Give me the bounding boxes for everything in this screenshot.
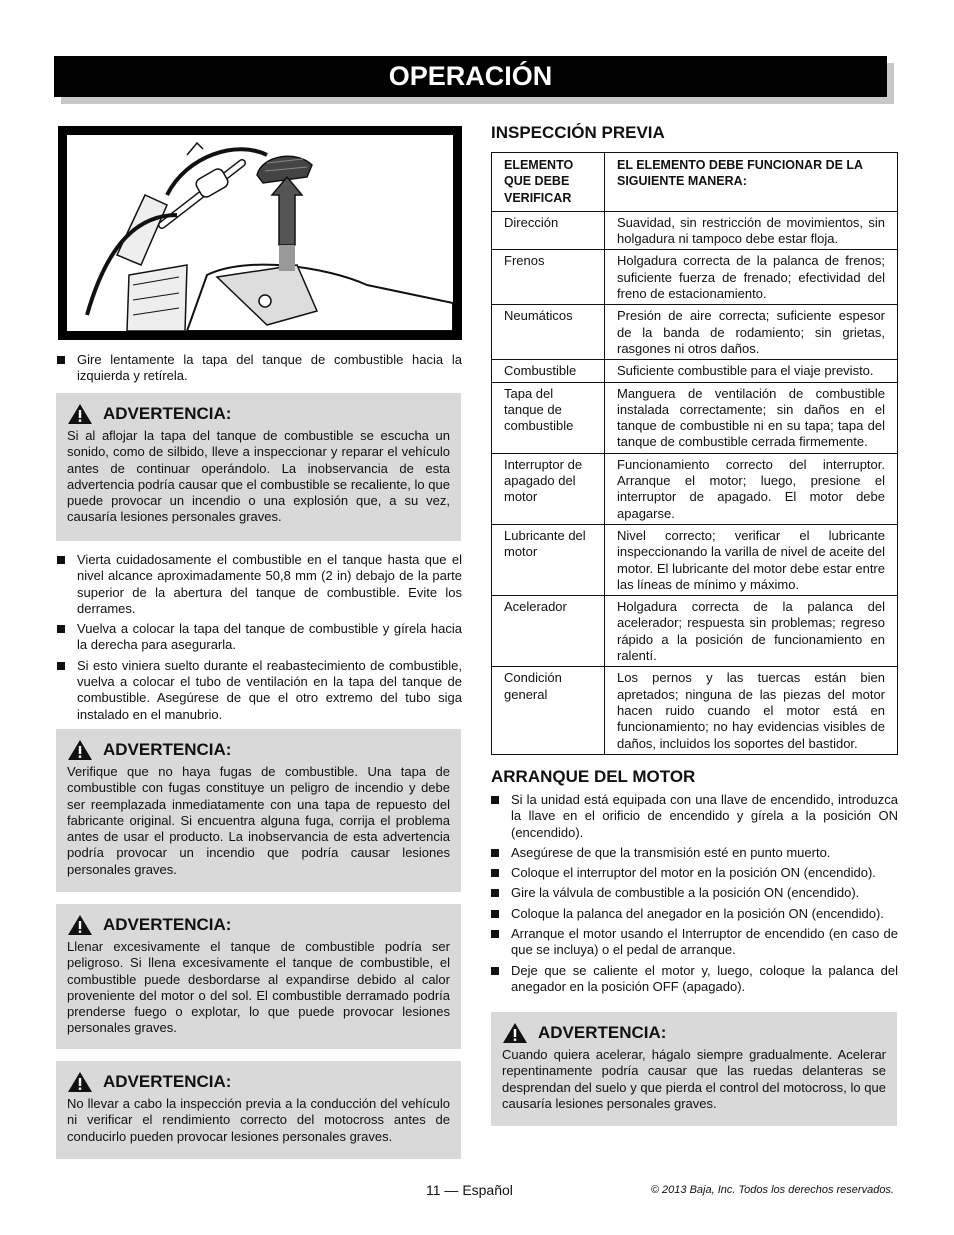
warning-triangle-icon [67,1071,93,1093]
table-row [492,596,898,667]
warning-text: Si al aflojar la tapa del tanque de combustible se escucha un sonido, como de silbido, lleve a inspeccionar y reparar el vehículo antes de continuar operándolo. La inobservancia de esta advertencia podría causar que el combustible se recaliente, lo que puede provocar un incendio o una explosión que, a su vez, causaría lesiones personales graves. [67,428,450,525]
warning-text: Verifique que no haya fugas de combustible. Una tapa de combustible con fugas constituye un peligro de incendio y debe ser reemplazada inmediatamente con una tapa de repuesto del fabricante original. Si encuentra alguna fuga, corrija el problema antes de usar el producto. La inobservancia de esta advertencia podría provocar un incendio que podría causar lesiones personales graves. [67,764,450,877]
cell-desc: Suavidad, sin restricción de movimientos, sin holgadura ni tampoco debe estar floja. [605,211,898,250]
list-item: Arranque el motor usando el Interruptor de encendido (en caso de que se incluya) o el pedal de arranque. [491,926,898,959]
page-title: OPERACIÓN [54,56,887,97]
cell-item: Frenos [492,250,605,305]
warning-heading: ADVERTENCIA: [103,915,232,934]
warning-box-overfill [56,904,461,1049]
cell-desc: Manguera de ventilación de combustible instalada correctamente; sin daños en el tanque de combustible ni en su tapa; tapa del tanque de combustible cerrada firmemente. [605,382,898,453]
cell-desc: Presión de aire correcta; suficiente espesor de la banda de rodamiento; sin grietas, rasgones ni otros daños. [605,305,898,360]
cell-desc: Nivel correcto; verificar el lubricante inspeccionando la varilla de nivel de aceite del motor. El lubricante del motor debe estar entre las líneas de mínimo y máximo. [605,524,898,595]
table-header-row [492,153,898,212]
cell-desc: Funcionamiento correcto del interruptor. Arranque el motor; luego, presione el interruptor de apagado. El motor debe apagarse. [605,453,898,524]
warning-heading: ADVERTENCIA: [538,1023,667,1042]
cell-item: Lubricante del motor [492,524,605,595]
warning-text: No llevar a cabo la inspección previa a la conducción del vehículo ni verificar el rendimiento correcto del motocross antes de conducirlo pueden provocar lesiones personales graves. [67,1096,450,1144]
fuel-cap-illustration [58,126,462,340]
warning-box-inspection [56,1061,461,1159]
cell-item: Combustible [492,360,605,382]
table-row [492,250,898,305]
list-item: Vuelva a colocar la tapa del tanque de combustible y gírela hacia la derecha para asegurarla. [57,621,462,654]
inspection-heading: INSPECCIÓN PREVIA [491,123,665,142]
warning-triangle-icon [67,403,93,425]
list-item: Coloque el interruptor del motor en la posición ON (encendido). [491,865,898,881]
table-row [492,382,898,453]
cell-desc: Suficiente combustible para el viaje previsto. [605,360,898,382]
cell-desc: Los pernos y las tuercas están bien apretados; ninguna de las piezas del motor hacen ruido cuando el motor está en funcionamiento; no hay evidencias visibles de daños, incluidos los soportes del bastidor. [605,667,898,754]
cell-desc: Holgadura correcta de la palanca del acelerador; respuesta sin problemas; regreso rápido a la posición de funcionamiento en ralentí. [605,596,898,667]
fuel-cap-steps [57,352,462,389]
list-item: Si esto viniera suelto durante el reabastecimiento de combustible, vuelva a colocar el tubo de ventilación en la tapa del tanque de combustible. Asegúrese de que el otro extremo del tubo siga instalado en el manubrio. [57,658,462,723]
cell-item: Neumáticos [492,305,605,360]
table-row [492,453,898,524]
warning-heading: ADVERTENCIA: [103,404,232,423]
list-item: Si la unidad está equipada con una llave de encendido, introduzca la llave en el orificio de encendido y gírela a la posición ON (encendido). [491,792,898,841]
list-item: Gire la válvula de combustible a la posición ON (encendido). [491,885,898,901]
table-row [492,524,898,595]
cell-desc: Holgadura correcta de la palanca de frenos; suficiente fuerza de frenado; efectividad del freno de estacionamiento. [605,250,898,305]
inspection-table [491,152,898,755]
refuel-steps [57,552,462,727]
list-item: Coloque la palanca del anegador en la posición ON (encendido). [491,906,898,922]
table-row [492,211,898,250]
cell-item: Acelerador [492,596,605,667]
warning-triangle-icon [67,914,93,936]
warning-triangle-icon [502,1022,528,1044]
warning-text: Cuando quiera acelerar, hágalo siempre gradualmente. Acelerar repentinamente podría causar que las ruedas delanteras se desprendan del suelo y que pierda el control del motocross, lo que causaría lesiones personales graves. [502,1047,886,1111]
cell-item: Interruptor de apagado del motor [492,453,605,524]
copyright: © 2013 Baja, Inc. Todos los derechos reservados. [650,1184,894,1196]
table-row [492,360,898,382]
warning-heading: ADVERTENCIA: [103,740,232,759]
warning-text: Llenar excesivamente el tanque de combustible podría ser peligroso. Si llena excesivamente el tanque de combustible, el combustible puede desbordarse al expandirse debido al calor proveniente del motor o del sol. El combustible derramado podría prenderse fuego o explotar, lo que puede provocar lesiones personales graves. [67,939,450,1036]
warning-triangle-icon [67,739,93,761]
column-header-function: EL ELEMENTO DEBE FUNCIONAR DE LA SIGUIENTE MANERA: [605,153,898,212]
list-item: Deje que se caliente el motor y, luego, coloque la palanca del anegador en la posición OFF (apagado). [491,963,898,996]
list-item: Asegúrese de que la transmisión esté en punto muerto. [491,845,898,861]
warning-box-acceleration [491,1012,897,1126]
page-number: 11 — Español [426,1182,513,1198]
list-item: Vierta cuidadosamente el combustible en el tanque hasta que el nivel alcance aproximadamente 50,8 mm (2 in) debajo de la parte superior de la abertura del tanque de combustible. Evite los derrames. [57,552,462,617]
cell-item: Tapa del tanque de combustible [492,382,605,453]
column-header-item: ELEMENTO QUE DEBE VERIFICAR [492,153,605,212]
table-row [492,667,898,754]
cell-item: Condición general [492,667,605,754]
cell-item: Dirección [492,211,605,250]
warning-heading: ADVERTENCIA: [103,1072,232,1091]
table-row [492,305,898,360]
warning-box-leaks [56,729,461,892]
list-item: Gire lentamente la tapa del tanque de combustible hacia la izquierda y retírela. [57,352,462,385]
engine-start-steps [491,792,898,999]
engine-start-heading: ARRANQUE DEL MOTOR [491,767,696,786]
warning-box-fuel-cap [56,393,461,541]
